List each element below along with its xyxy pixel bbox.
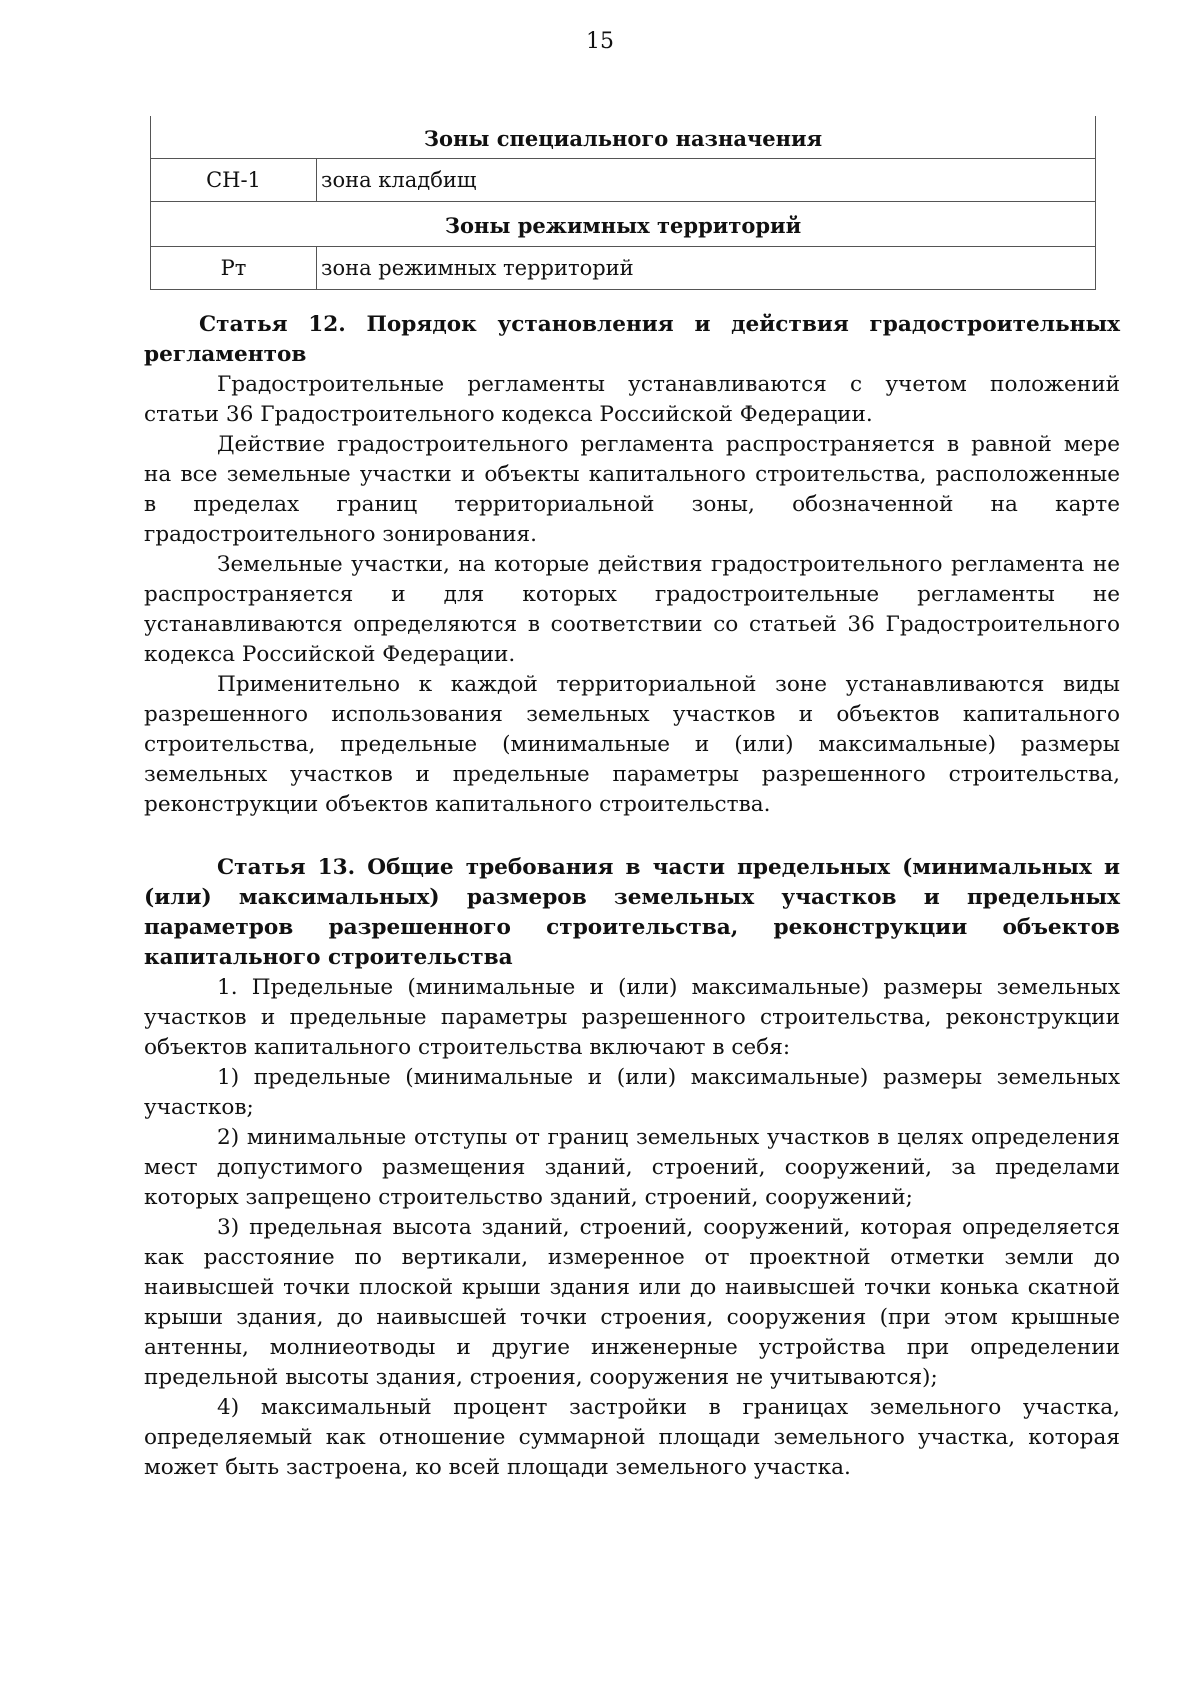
table-row	[151, 159, 1096, 202]
table-group-row	[151, 116, 1096, 159]
table-row	[151, 247, 1096, 290]
list-item: 3) предельная высота зданий, строений, сооружений, которая определяется как расстояние по вертикали, измеренное от проектной отметки земли до наивысшей точки плоской крыши здания или до наивысшей точки конька скатной крыши здания, до наивысшей точки строения, сооружения (при этом крышные антенны, молниеотводы и другие инженерные устройства при определении предельной высоты здания, строения, сооружения не учитываются);	[144, 1215, 1120, 1390]
paragraph: Градостроительные регламенты устанавливаются с учетом положений статьи 36 Градостроительного кодекса Российской Федерации.	[144, 372, 1120, 427]
zone-group-title: Зоны режимных территорий	[151, 202, 1096, 247]
page-number: 15	[586, 29, 614, 54]
paragraph: Действие градостроительного регламента распространяется в равной мере на все земельные участки и объекты капитального строительства, расположенные в пределах границ территориальной зоны, обозначенной на карте градостроительного зонирования.	[144, 432, 1120, 547]
article-12-heading: Статья 12. Порядок установления и действия градостроительных регламентов	[144, 312, 1120, 367]
zone-name: зона кладбищ	[317, 159, 1096, 202]
paragraph: Земельные участки, на которые действия градостроительного регламента не распространяется и для которых градостроительные регламенты не устанавливаются определяются в соответствии со статьей 36 Градостроительного кодекса Российской Федерации.	[144, 552, 1120, 667]
article-13-heading: Статья 13. Общие требования в части предельных (минимальных и (или) максимальных) размеров земельных участков и предельных параметров разрешенного строительства, реконструкции объектов капитального строительства	[144, 855, 1120, 970]
list-item: 2) минимальные отступы от границ земельных участков в целях определения мест допустимого размещения зданий, строений, сооружений, за пределами которых запрещено строительство зданий, строений, сооружений;	[144, 1125, 1120, 1210]
zone-code: СН-1	[151, 159, 317, 202]
zone-name: зона режимных территорий	[317, 247, 1096, 290]
list-item: 1) предельные (минимальные и (или) максимальные) размеры земельных участков;	[144, 1065, 1120, 1120]
zone-code: Рт	[151, 247, 317, 290]
list-item: 4) максимальный процент застройки в границах земельного участка, определяемый как отношение суммарной площади земельного участка, которая может быть застроена, ко всей площади земельного участка.	[144, 1395, 1120, 1480]
zone-group-title: Зоны специального назначения	[151, 116, 1096, 159]
table-group-row	[151, 202, 1096, 247]
document-body	[144, 310, 1120, 1483]
paragraph: Применительно к каждой территориальной зоне устанавливаются виды разрешенного использования земельных участков и объектов капитального строительства, предельные (минимальные и (или) максимальные) размеры земельных участков и предельные параметры разрешенного строительства, реконструкции объектов капитального строительства.	[144, 672, 1120, 817]
paragraph: 1. Предельные (минимальные и (или) максимальные) размеры земельных участков и предельные параметры разрешенного строительства, реконструкции объектов капитального строительства включают в себя:	[144, 975, 1120, 1060]
zones-table	[150, 116, 1096, 290]
